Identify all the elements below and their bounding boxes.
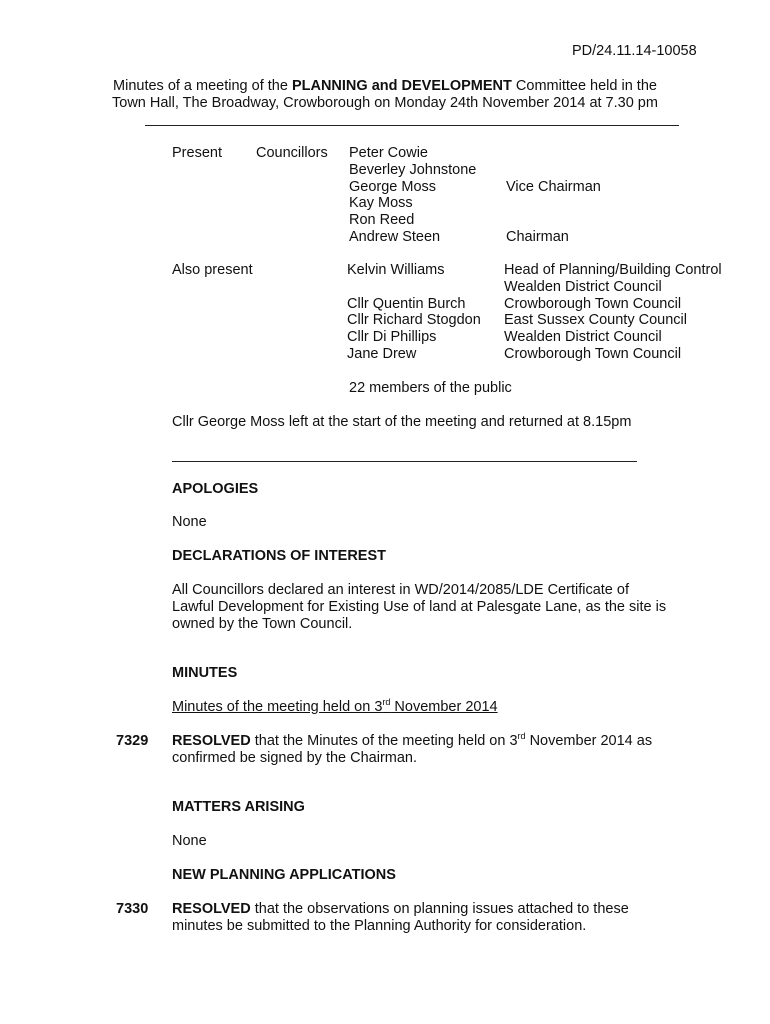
attendee-role: Wealden District Council <box>504 329 662 346</box>
matters-arising-heading: MATTERS ARISING <box>172 799 305 815</box>
member-role <box>506 145 601 162</box>
minutes-subheading: Minutes of the meeting held on 3rd November 2014 <box>172 697 498 715</box>
public-attendance: 22 members of the public <box>349 380 512 396</box>
attendance-note: Cllr George Moss left at the start of the meeting and returned at 8.15pm <box>172 414 632 430</box>
item-number-7330: 7330 <box>116 901 149 917</box>
committee-name: PLANNING and DEVELOPMENT <box>291 78 512 94</box>
councillors-label: Councillors <box>256 145 328 161</box>
attendee-name: Jane Drew <box>347 345 417 362</box>
present-label: Present <box>172 145 222 161</box>
attendee-role: Crowborough Town Council <box>504 345 682 362</box>
new-applications-resolution: RESOLVED that the observations on planning issues attached to these minutes be submitted to the Planning Authority for consideration. <box>172 901 629 934</box>
minutes-resolution: RESOLVED that the Minutes of the meeting held on 3rd November 2014 as confirmed be signed by the Chairman. <box>172 731 653 766</box>
minutes-heading: MINUTES <box>172 665 238 681</box>
attendee-name: Cllr Quentin Burch <box>347 295 466 312</box>
attendee-role: Crowborough Town Council <box>504 295 682 312</box>
member-name: Peter Cowie <box>349 145 428 161</box>
document-reference: PD/24.11.14-10058 <box>572 43 697 59</box>
attendee-name: Kelvin Williams <box>347 262 445 278</box>
new-applications-heading: NEW PLANNING APPLICATIONS <box>172 867 396 883</box>
member-name: George Moss <box>349 178 437 195</box>
divider-top <box>145 125 679 126</box>
attendee-role: Head of Planning/Building Control <box>504 262 722 278</box>
member-role: Chairman <box>506 228 569 245</box>
meeting-title: Minutes of a meeting of the PLANNING and DEVELOPMENT Committee held in the Town Hall, The Broadway, Crowborough on Monday 24th November 2014 at 7.30 pm <box>112 78 658 111</box>
also-present-names <box>347 262 481 363</box>
attendee-role: Wealden District Council <box>504 278 662 295</box>
item-number-7329: 7329 <box>116 733 149 749</box>
attendee-name: Cllr Richard Stogdon <box>347 312 481 329</box>
attendee-name: Cllr Di Phillips <box>347 329 437 346</box>
divider-middle <box>172 461 637 462</box>
declarations-heading: DECLARATIONS OF INTEREST <box>172 548 387 564</box>
member-name: Kay Moss <box>349 195 413 212</box>
present-names <box>349 145 476 246</box>
member-role <box>506 162 601 179</box>
also-present-label: Also present <box>172 262 253 278</box>
apologies-heading: APOLOGIES <box>172 481 259 497</box>
member-role: Vice Chairman <box>506 178 601 195</box>
attendee-role: East Sussex County Council <box>504 312 687 329</box>
member-name: Beverley Johnstone <box>349 161 477 178</box>
member-name: Ron Reed <box>349 212 415 229</box>
member-name: Andrew Steen <box>349 228 441 245</box>
present-roles <box>506 145 601 246</box>
also-present-roles <box>504 262 722 363</box>
attendee-name <box>347 279 481 296</box>
matters-arising-text: None <box>172 833 207 849</box>
declarations-text: All Councillors declared an interest in WD/2014/2085/LDE Certificate of Lawful Development for Existing Use of land at Palesgate Lane, as the site is owned by the Town Council. <box>172 582 667 632</box>
member-role <box>506 212 601 229</box>
member-role <box>506 195 601 212</box>
apologies-text: None <box>172 514 207 530</box>
